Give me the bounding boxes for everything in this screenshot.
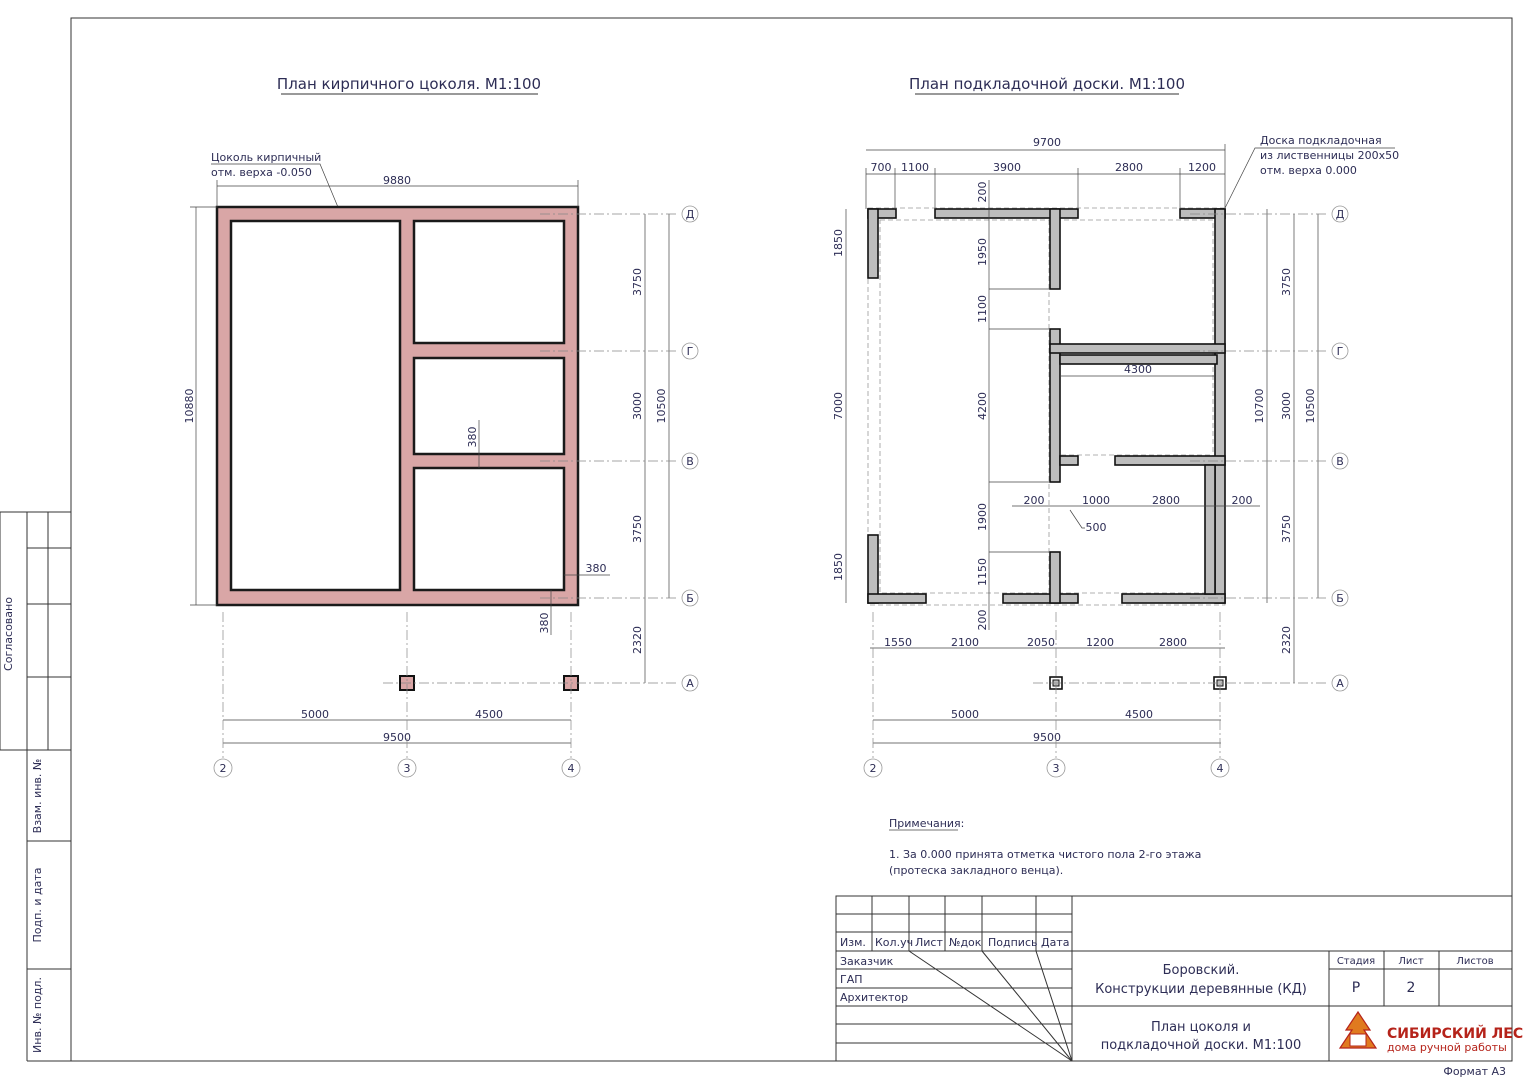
tb-header-doc: №док [949,936,982,949]
dim-1150: 1150 [976,558,989,586]
dim-3000-b: 3000 [1280,392,1293,420]
dim-200-b: 200 [976,609,989,631]
plinth-room-middle [414,358,564,454]
notes-line1: 1. За 0.000 принята отметка чистого пола 2-го этажа [889,848,1202,861]
stamp-agreed: Согласовано [2,597,15,671]
dim-700: 700 [870,161,892,174]
logo-line2: дома ручной работы [1387,1041,1507,1054]
dim-2320-b: 2320 [1280,626,1293,654]
axis-label-row: Г [1336,345,1344,358]
board-seg [1050,552,1060,603]
axis-label-row: А [686,677,694,690]
right-plan-title: План подкладочной доски. М1:100 [908,75,1186,93]
dim-380-right: 380 [585,562,607,575]
dim-1950: 1950 [976,238,989,266]
dim-1850-bottom: 1850 [832,553,845,581]
tb-header-izm: Изм. [840,936,866,949]
board-seg [868,594,926,603]
axis-label-col: 4 [1216,762,1224,775]
dim-2800: 2800 [1115,161,1143,174]
notes-heading: Примечания: [889,817,965,830]
dim-3750-c: 3750 [1280,268,1293,296]
board-seg [1050,209,1060,289]
sill-board-plan [832,75,1399,744]
plinth-room-bottom [414,468,564,590]
dim-1850-top: 1850 [832,229,845,257]
dim-2800-b: 2800 [1159,636,1187,649]
logo-house-icon [1350,1034,1366,1046]
dim-2320: 2320 [631,626,644,654]
stamp-podp: Подп. и дата [31,867,44,943]
dim-1900: 1900 [976,503,989,531]
tb-role-architect: Архитектор [840,991,909,1004]
brick-plinth-plan [183,75,669,744]
board-outer-dash [868,208,1225,605]
tb-header-kol: Кол.уч [875,936,914,949]
tb-header-sign: Подпись [988,936,1038,949]
dim-10500-b: 10500 [1304,388,1317,424]
dim-10700: 10700 [1253,388,1266,424]
axis-label-col: 3 [1052,762,1060,775]
axis-label-row: Г [686,345,694,358]
dim-9880: 9880 [383,174,411,187]
dim-5000-b: 5000 [951,708,979,721]
tb-role-customer: Заказчик [840,955,894,968]
dim-9500-b: 9500 [1033,731,1061,744]
board-seg [1050,344,1225,353]
dim-1100-v: 1100 [976,295,989,323]
plinth-room-top [414,221,564,343]
board-seg [1115,456,1225,465]
tb-sheets-label: Листов [1456,956,1494,967]
dim-500-leader [1070,510,1085,528]
tb-stage-value: Р [1351,980,1361,996]
axis-label-row: Д [1335,208,1345,221]
dim-3750-b: 3750 [631,515,644,543]
dim-500: 500 [1085,521,1107,534]
axis-label-row: Б [1336,592,1344,605]
dim-2100: 2100 [951,636,979,649]
tb-header-list: Лист [915,936,943,949]
dim-10500: 10500 [655,388,668,424]
board-seg [868,209,878,278]
dim-380-inner: 380 [466,426,479,448]
dim-200-a: 200 [976,181,989,203]
dim-4300: 4300 [1124,363,1152,376]
format-label: Формат А3 [1443,1065,1506,1078]
tb-project-line1: Боровский. [1162,963,1240,978]
tb-sheet-label: Лист [1398,956,1424,967]
axis-label-col: 2 [869,762,877,775]
board-seg [868,535,878,603]
tb-sheet-value: 2 [1406,980,1416,996]
dim-4500: 4500 [475,708,503,721]
logo-line1: СИБИРСКИЙ ЛЕС [1387,1026,1524,1042]
dim-10880: 10880 [183,388,196,424]
axis-label-col: 2 [219,762,227,775]
title-block [836,896,1523,1061]
notes [889,817,1201,877]
tb-role-gap: ГАП [840,973,863,986]
board-seg [1122,594,1225,603]
dim-3750-a: 3750 [631,268,644,296]
company-logo [1340,1012,1523,1054]
right-callout-line1: Доска подкладочная [1260,134,1382,147]
axis-label-row: Д [685,208,695,221]
axis-label-row: Б [686,592,694,605]
dim-4500-b: 4500 [1125,708,1153,721]
board-inner-dash [880,220,1213,593]
axis-label-col: 3 [403,762,411,775]
dim-7000: 7000 [832,392,845,420]
right-callout-line3: отм. верха 0.000 [1260,164,1357,177]
axis-label-row: В [1336,455,1344,468]
left-plan-title: План кирпичного цоколя. М1:100 [276,75,542,93]
axis-label-row: В [686,455,694,468]
dim-1200-b: 1200 [1086,636,1114,649]
dim-200-d: 200 [1231,494,1253,507]
board-seg [1060,456,1078,465]
tb-sheet-line2: подкладочной доски. М1:100 [1100,1038,1302,1053]
right-callout-line2: из лиственницы 200х50 [1260,149,1400,162]
dim-200-c: 200 [1023,494,1045,507]
title-block-grid [836,896,1072,1061]
board-seg [1215,209,1225,603]
plinth-room-left [231,221,400,590]
dim-9500: 9500 [383,731,411,744]
notes-line2: (протеска закладного венца). [889,864,1064,877]
dim-3750-d: 3750 [1280,515,1293,543]
dim-2050: 2050 [1027,636,1055,649]
tb-project-line2: Конструкции деревянные (КД) [1095,982,1307,997]
tb-stage-label: Стадия [1336,956,1376,967]
tb-header-date: Дата [1041,936,1070,949]
dim-1100: 1100 [901,161,929,174]
board-seg [1003,594,1078,603]
stamp-inv: Инв. № подл. [31,977,44,1053]
dim-1000: 1000 [1082,494,1110,507]
left-callout-line2: отм. верха -0.050 [211,166,312,179]
dim-3900: 3900 [993,161,1021,174]
side-stamp [0,512,71,1061]
dim-9700: 9700 [1033,136,1061,149]
left-callout-line1: Цоколь кирпичный [211,151,322,164]
dim-2800-mid: 2800 [1152,494,1180,507]
dim-1200: 1200 [1188,161,1216,174]
dim-380-bottom: 380 [538,612,551,634]
dim-4200: 4200 [976,392,989,420]
dim-3000: 3000 [631,392,644,420]
stamp-vzam: Взам. инв. № [31,758,44,834]
board-seg [1205,465,1215,594]
dim-1550: 1550 [884,636,912,649]
dim-5000: 5000 [301,708,329,721]
axis-label-row: А [1336,677,1344,690]
tb-sheet-line1: План цоколя и [1150,1020,1252,1035]
axis-label-col: 4 [567,762,575,775]
